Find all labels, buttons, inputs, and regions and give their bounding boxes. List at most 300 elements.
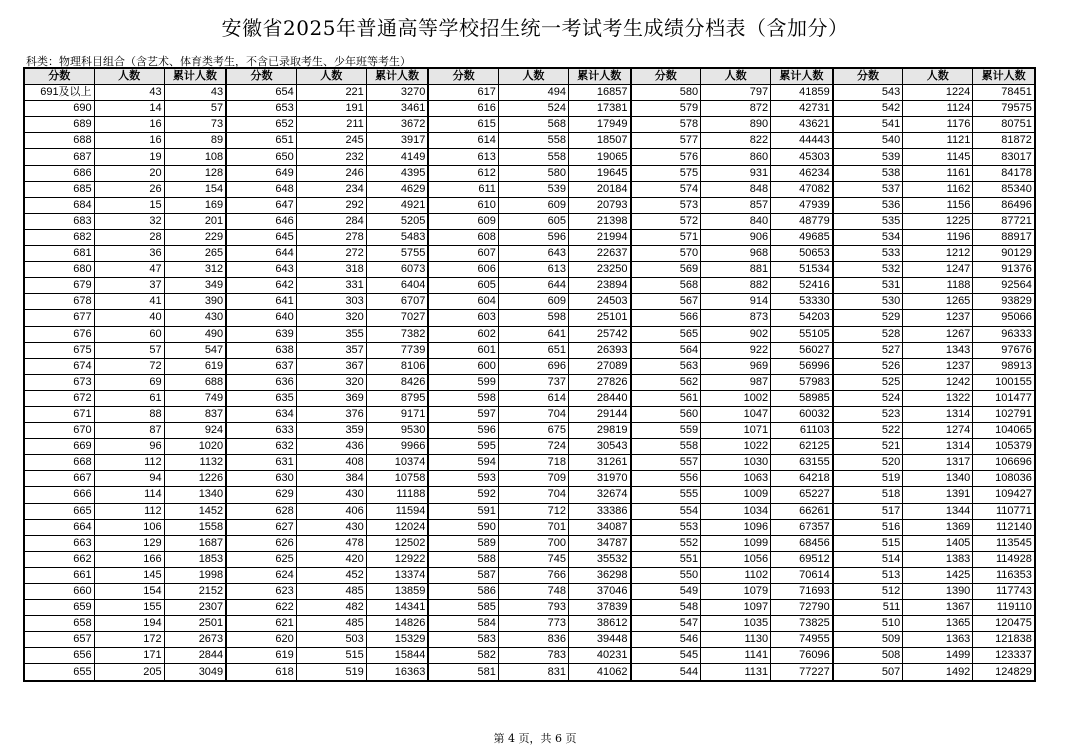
- count-cell: 69: [94, 374, 164, 390]
- cumulative-cell: 9966: [366, 439, 428, 455]
- cumulative-cell: 47939: [771, 197, 833, 213]
- count-cell: 1344: [903, 503, 973, 519]
- score-cell: 637: [226, 358, 296, 374]
- score-cell: 676: [24, 326, 94, 342]
- score-cell: 624: [226, 567, 296, 583]
- cumulative-cell: 56027: [771, 342, 833, 358]
- table-row: [24, 503, 1035, 519]
- cumulative-cell: 83017: [973, 149, 1035, 165]
- count-cell: 1391: [903, 487, 973, 503]
- cumulative-cell: 87721: [973, 213, 1035, 229]
- score-cell: 564: [631, 342, 701, 358]
- cumulative-cell: 63155: [771, 455, 833, 471]
- table-row: [24, 551, 1035, 567]
- count-cell: 857: [701, 197, 771, 213]
- cumulative-cell: 4149: [366, 149, 428, 165]
- cumulative-cell: 1853: [164, 551, 226, 567]
- table-header-row: [24, 68, 1035, 85]
- count-cell: 1247: [903, 262, 973, 278]
- score-cell: 555: [631, 487, 701, 503]
- table-row: [24, 246, 1035, 262]
- count-cell: 1196: [903, 229, 973, 245]
- cumulative-cell: 100155: [973, 374, 1035, 390]
- score-cell: 671: [24, 406, 94, 422]
- score-cell: 537: [833, 181, 903, 197]
- count-cell: 1237: [903, 310, 973, 326]
- count-cell: 1242: [903, 374, 973, 390]
- cumulative-cell: 55105: [771, 326, 833, 342]
- cumulative-cell: 3270: [366, 85, 428, 101]
- count-cell: 1365: [903, 616, 973, 632]
- count-cell: 1405: [903, 535, 973, 551]
- count-cell: 384: [296, 471, 366, 487]
- count-cell: 1322: [903, 390, 973, 406]
- cumulative-cell: 116353: [973, 567, 1035, 583]
- cumulative-cell: 108: [164, 149, 226, 165]
- count-cell: 609: [498, 197, 568, 213]
- table-row: [24, 519, 1035, 535]
- cumulative-cell: 97676: [973, 342, 1035, 358]
- cumulative-cell: 52416: [771, 278, 833, 294]
- score-cell: 623: [226, 584, 296, 600]
- cumulative-cell: 25101: [568, 310, 630, 326]
- cumulative-cell: 13859: [366, 584, 428, 600]
- count-cell: 840: [701, 213, 771, 229]
- cumulative-cell: 96333: [973, 326, 1035, 342]
- score-cell: 690: [24, 101, 94, 117]
- score-cell: 542: [833, 101, 903, 117]
- cumulative-cell: 25742: [568, 326, 630, 342]
- score-cell: 565: [631, 326, 701, 342]
- count-cell: 1056: [701, 551, 771, 567]
- score-cell: 677: [24, 310, 94, 326]
- cumulative-cell: 837: [164, 406, 226, 422]
- cumulative-cell: 85340: [973, 181, 1035, 197]
- cumulative-cell: 3049: [164, 664, 226, 681]
- count-cell: 503: [296, 632, 366, 648]
- count-cell: 1176: [903, 117, 973, 133]
- count-cell: 1314: [903, 406, 973, 422]
- count-cell: 211: [296, 117, 366, 133]
- score-cell: 688: [24, 133, 94, 149]
- cumulative-cell: 49685: [771, 229, 833, 245]
- score-cell: 553: [631, 519, 701, 535]
- score-cell: 508: [833, 648, 903, 664]
- table-row: [24, 648, 1035, 664]
- score-cell: 593: [428, 471, 498, 487]
- count-cell: 1102: [701, 567, 771, 583]
- score-cell: 511: [833, 600, 903, 616]
- count-cell: 872: [701, 101, 771, 117]
- table-row: [24, 600, 1035, 616]
- count-cell: 1162: [903, 181, 973, 197]
- category-subtitle: 科类：物理科目组合（含艺术、体育类考生，不含已录取考生、少年班等考生）: [26, 55, 411, 68]
- table-row: [24, 149, 1035, 165]
- cumulative-cell: 9171: [366, 406, 428, 422]
- score-cell: 557: [631, 455, 701, 471]
- score-cell: 569: [631, 262, 701, 278]
- score-cell: 570: [631, 246, 701, 262]
- score-cell: 652: [226, 117, 296, 133]
- score-cell: 543: [833, 85, 903, 101]
- count-cell: 696: [498, 358, 568, 374]
- score-cell: 672: [24, 390, 94, 406]
- count-cell: 14: [94, 101, 164, 117]
- cumulative-cell: 106696: [973, 455, 1035, 471]
- cumulative-cell: 112140: [973, 519, 1035, 535]
- cumulative-cell: 265: [164, 246, 226, 262]
- score-cell: 663: [24, 535, 94, 551]
- score-cell: 650: [226, 149, 296, 165]
- score-header: 分数: [833, 68, 903, 85]
- cumulative-cell: 89: [164, 133, 226, 149]
- score-cell: 634: [226, 406, 296, 422]
- cumulative-cell: 79575: [973, 101, 1035, 117]
- cumulative-cell: 749: [164, 390, 226, 406]
- score-cell: 648: [226, 181, 296, 197]
- cumulative-cell: 23894: [568, 278, 630, 294]
- score-cell: 670: [24, 423, 94, 439]
- cumulative-cell: 16857: [568, 85, 630, 101]
- count-cell: 26: [94, 181, 164, 197]
- count-cell: 36: [94, 246, 164, 262]
- count-cell: 1009: [701, 487, 771, 503]
- count-cell: 145: [94, 567, 164, 583]
- count-cell: 359: [296, 423, 366, 439]
- count-cell: 112: [94, 503, 164, 519]
- score-cell: 612: [428, 165, 498, 181]
- score-cell: 528: [833, 326, 903, 342]
- count-cell: 106: [94, 519, 164, 535]
- count-cell: 745: [498, 551, 568, 567]
- table-row: [24, 262, 1035, 278]
- cumulative-cell: 117743: [973, 584, 1035, 600]
- score-header: 分数: [24, 68, 94, 85]
- score-cell: 580: [631, 85, 701, 101]
- cumulative-cell: 108036: [973, 471, 1035, 487]
- cumulative-cell: 93829: [973, 294, 1035, 310]
- cumulative-cell: 51534: [771, 262, 833, 278]
- cumulative-cell: 5755: [366, 246, 428, 262]
- score-cell: 613: [428, 149, 498, 165]
- cumulative-cell: 2501: [164, 616, 226, 632]
- table-row: [24, 584, 1035, 600]
- cumulative-cell: 61103: [771, 423, 833, 439]
- count-cell: 1369: [903, 519, 973, 535]
- table-row: [24, 213, 1035, 229]
- count-cell: 797: [701, 85, 771, 101]
- score-cell: 596: [428, 423, 498, 439]
- score-cell: 517: [833, 503, 903, 519]
- table-row: [24, 326, 1035, 342]
- count-cell: 406: [296, 503, 366, 519]
- count-cell: 596: [498, 229, 568, 245]
- cumulative-cell: 2844: [164, 648, 226, 664]
- count-cell: 357: [296, 342, 366, 358]
- score-cell: 533: [833, 246, 903, 262]
- score-cell: 532: [833, 262, 903, 278]
- count-cell: 331: [296, 278, 366, 294]
- cumulative-cell: 58985: [771, 390, 833, 406]
- count-cell: 205: [94, 664, 164, 681]
- count-cell: 1047: [701, 406, 771, 422]
- score-cell: 638: [226, 342, 296, 358]
- cumulative-cell: 1340: [164, 487, 226, 503]
- table-row: [24, 229, 1035, 245]
- count-cell: 430: [296, 519, 366, 535]
- score-cell: 573: [631, 197, 701, 213]
- score-cell: 600: [428, 358, 498, 374]
- score-cell: 567: [631, 294, 701, 310]
- count-header: 人数: [498, 68, 568, 85]
- count-cell: 320: [296, 374, 366, 390]
- count-cell: 1224: [903, 85, 973, 101]
- cumulative-cell: 39448: [568, 632, 630, 648]
- count-cell: 1317: [903, 455, 973, 471]
- cumulative-cell: 19065: [568, 149, 630, 165]
- score-cell: 680: [24, 262, 94, 278]
- score-cell: 621: [226, 616, 296, 632]
- table-row: [24, 101, 1035, 117]
- table-row: [24, 406, 1035, 422]
- score-cell: 654: [226, 85, 296, 101]
- score-cell: 610: [428, 197, 498, 213]
- count-cell: 704: [498, 406, 568, 422]
- count-cell: 568: [498, 117, 568, 133]
- count-cell: 1390: [903, 584, 973, 600]
- cumulative-cell: 101477: [973, 390, 1035, 406]
- cumulative-cell: 38612: [568, 616, 630, 632]
- score-cell: 628: [226, 503, 296, 519]
- cumulative-cell: 40231: [568, 648, 630, 664]
- score-cell: 585: [428, 600, 498, 616]
- cumulative-cell: 56996: [771, 358, 833, 374]
- count-cell: 1314: [903, 439, 973, 455]
- cumulative-cell: 19645: [568, 165, 630, 181]
- score-cell: 595: [428, 439, 498, 455]
- cumulative-cell: 33386: [568, 503, 630, 519]
- cumulative-cell: 8426: [366, 374, 428, 390]
- cumulative-cell: 3461: [366, 101, 428, 117]
- cumulative-cell: 4921: [366, 197, 428, 213]
- count-cell: 1343: [903, 342, 973, 358]
- count-cell: 245: [296, 133, 366, 149]
- cumulative-cell: 349: [164, 278, 226, 294]
- cumulative-cell: 229: [164, 229, 226, 245]
- count-cell: 1096: [701, 519, 771, 535]
- count-cell: 318: [296, 262, 366, 278]
- score-cell: 592: [428, 487, 498, 503]
- score-cell: 581: [428, 664, 498, 681]
- count-cell: 114: [94, 487, 164, 503]
- cumulative-cell: 60032: [771, 406, 833, 422]
- score-cell: 514: [833, 551, 903, 567]
- count-cell: 1022: [701, 439, 771, 455]
- count-cell: 651: [498, 342, 568, 358]
- score-cell: 640: [226, 310, 296, 326]
- count-cell: 278: [296, 229, 366, 245]
- score-cell: 589: [428, 535, 498, 551]
- score-cell: 659: [24, 600, 94, 616]
- cumulative-cell: 121838: [973, 632, 1035, 648]
- page-footer: 第 4 页，共 6 页: [493, 732, 577, 745]
- cumulative-cell: 70614: [771, 567, 833, 583]
- cumulative-cell: 37046: [568, 584, 630, 600]
- count-cell: 166: [94, 551, 164, 567]
- cumulative-cell: 619: [164, 358, 226, 374]
- cumulative-cell: 12024: [366, 519, 428, 535]
- cumulative-cell: 27089: [568, 358, 630, 374]
- cumulative-cell: 42731: [771, 101, 833, 117]
- count-cell: 1363: [903, 632, 973, 648]
- score-cell: 604: [428, 294, 498, 310]
- count-cell: 88: [94, 406, 164, 422]
- score-cell: 668: [24, 455, 94, 471]
- cumulative-cell: 34787: [568, 535, 630, 551]
- table-row: [24, 197, 1035, 213]
- cumulative-cell: 69512: [771, 551, 833, 567]
- cumulative-cell: 43: [164, 85, 226, 101]
- cumulative-cell: 67357: [771, 519, 833, 535]
- score-cell: 578: [631, 117, 701, 133]
- score-cell: 546: [631, 632, 701, 648]
- count-cell: 47: [94, 262, 164, 278]
- table-row: [24, 85, 1035, 101]
- cumulative-cell: 114928: [973, 551, 1035, 567]
- score-cell: 598: [428, 390, 498, 406]
- score-cell: 639: [226, 326, 296, 342]
- count-cell: 16: [94, 117, 164, 133]
- score-cell: 525: [833, 374, 903, 390]
- score-cell: 609: [428, 213, 498, 229]
- count-cell: 15: [94, 197, 164, 213]
- count-cell: 1141: [701, 648, 771, 664]
- score-cell: 629: [226, 487, 296, 503]
- cumulative-cell: 73825: [771, 616, 833, 632]
- cumulative-cell: 36298: [568, 567, 630, 583]
- score-cell: 507: [833, 664, 903, 681]
- table-row: [24, 487, 1035, 503]
- score-cell: 544: [631, 664, 701, 681]
- count-header: 人数: [296, 68, 366, 85]
- score-cell: 616: [428, 101, 498, 117]
- score-cell: 682: [24, 229, 94, 245]
- count-cell: 1097: [701, 600, 771, 616]
- count-cell: 836: [498, 632, 568, 648]
- score-cell: 535: [833, 213, 903, 229]
- count-cell: 906: [701, 229, 771, 245]
- count-cell: 221: [296, 85, 366, 101]
- score-cell: 563: [631, 358, 701, 374]
- score-cell: 554: [631, 503, 701, 519]
- count-cell: 641: [498, 326, 568, 342]
- score-cell: 579: [631, 101, 701, 117]
- cumulative-header: 累计人数: [366, 68, 428, 85]
- count-header: 人数: [903, 68, 973, 85]
- score-cell: 689: [24, 117, 94, 133]
- table-row: [24, 455, 1035, 471]
- cumulative-cell: 47082: [771, 181, 833, 197]
- count-cell: 882: [701, 278, 771, 294]
- score-cell: 520: [833, 455, 903, 471]
- cumulative-cell: 95066: [973, 310, 1035, 326]
- count-cell: 748: [498, 584, 568, 600]
- cumulative-header: 累计人数: [973, 68, 1035, 85]
- score-cell: 636: [226, 374, 296, 390]
- count-cell: 1425: [903, 567, 973, 583]
- score-cell: 669: [24, 439, 94, 455]
- table-row: [24, 616, 1035, 632]
- score-cell: 602: [428, 326, 498, 342]
- score-cell: 615: [428, 117, 498, 133]
- score-cell: 519: [833, 471, 903, 487]
- count-cell: 20: [94, 165, 164, 181]
- score-cell: 678: [24, 294, 94, 310]
- score-cell: 630: [226, 471, 296, 487]
- cumulative-cell: 113545: [973, 535, 1035, 551]
- score-cell: 655: [24, 664, 94, 681]
- count-cell: 430: [296, 487, 366, 503]
- score-cell: 582: [428, 648, 498, 664]
- cumulative-cell: 109427: [973, 487, 1035, 503]
- score-cell: 653: [226, 101, 296, 117]
- count-cell: 1145: [903, 149, 973, 165]
- score-cell: 576: [631, 149, 701, 165]
- score-cell: 684: [24, 197, 94, 213]
- cumulative-cell: 9530: [366, 423, 428, 439]
- cumulative-cell: 17949: [568, 117, 630, 133]
- count-cell: 28: [94, 229, 164, 245]
- count-cell: 87: [94, 423, 164, 439]
- score-cell: 547: [631, 616, 701, 632]
- score-cell: 561: [631, 390, 701, 406]
- cumulative-cell: 54203: [771, 310, 833, 326]
- count-cell: 860: [701, 149, 771, 165]
- score-cell: 515: [833, 535, 903, 551]
- count-cell: 1124: [903, 101, 973, 117]
- score-cell: 556: [631, 471, 701, 487]
- cumulative-cell: 31970: [568, 471, 630, 487]
- score-cell: 605: [428, 278, 498, 294]
- cumulative-cell: 1558: [164, 519, 226, 535]
- score-cell: 551: [631, 551, 701, 567]
- score-cell: 527: [833, 342, 903, 358]
- score-cell: 536: [833, 197, 903, 213]
- score-cell: 583: [428, 632, 498, 648]
- cumulative-cell: 17381: [568, 101, 630, 117]
- count-cell: 61: [94, 390, 164, 406]
- count-cell: 515: [296, 648, 366, 664]
- cumulative-cell: 14341: [366, 600, 428, 616]
- cumulative-cell: 57983: [771, 374, 833, 390]
- cumulative-cell: 312: [164, 262, 226, 278]
- score-cell: 632: [226, 439, 296, 455]
- score-cell: 647: [226, 197, 296, 213]
- score-cell: 645: [226, 229, 296, 245]
- count-cell: 1130: [701, 632, 771, 648]
- count-cell: 1131: [701, 664, 771, 681]
- count-cell: 969: [701, 358, 771, 374]
- score-cell: 681: [24, 246, 94, 262]
- cumulative-cell: 44443: [771, 133, 833, 149]
- cumulative-cell: 110771: [973, 503, 1035, 519]
- count-cell: 822: [701, 133, 771, 149]
- count-cell: 890: [701, 117, 771, 133]
- count-cell: 831: [498, 664, 568, 681]
- cumulative-cell: 5205: [366, 213, 428, 229]
- cumulative-header: 累计人数: [568, 68, 630, 85]
- table-row: [24, 664, 1035, 681]
